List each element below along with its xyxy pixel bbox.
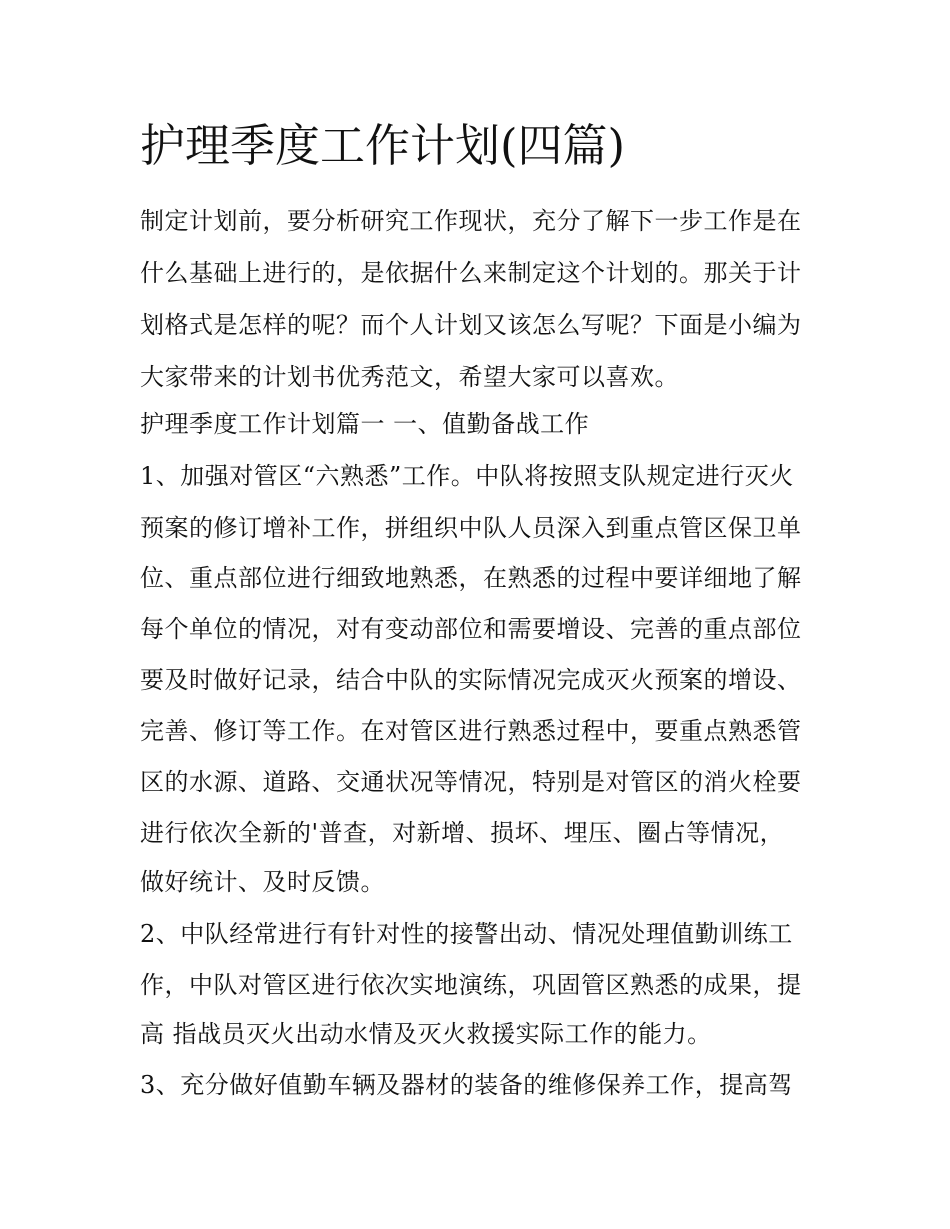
body-line: 位、重点部位进行细致地熟悉，在熟悉的过程中要详细地了解 (140, 564, 802, 592)
body-line: 作，中队对管区进行依次实地演练，巩固管区熟悉的成果，提 (140, 971, 802, 999)
body-line: 完善、修订等工作。在对管区进行熟悉过程中，要重点熟悉管 (140, 717, 802, 745)
body-line: 3、充分做好值勤车辆及器材的装备的维修保养工作，提高驾 (140, 1071, 793, 1099)
section-heading-line: 护理季度工作计划篇一 一、值勤备战工作 (140, 410, 590, 438)
body-line: 要及时做好记录，结合中队的实际情况完成灭火预案的增设、 (140, 666, 802, 694)
body-line: 每个单位的情况，对有变动部位和需要增设、完善的重点部位 (140, 615, 802, 643)
body-line: 1、加强对管区“六熟悉”工作。中队将按照支队规定进行灭火 (140, 462, 794, 490)
body-line: 进行依次全新的'普查，对新增、损坏、埋压、圈占等情况， (140, 819, 785, 847)
document-title: 护理季度工作计划(四篇) (140, 119, 626, 172)
body-line: 大家带来的计划书优秀范文，希望大家可以喜欢。 (140, 363, 679, 391)
body-line: 区的水源、道路、交通状况等情况，特别是对管区的消火栓要 (140, 768, 802, 796)
body-line: 高 指战员灭火出动水情及灭火救援实际工作的能力。 (140, 1020, 712, 1048)
body-line: 什么基础上进行的，是依据什么来制定这个计划的。那关于计 (140, 259, 802, 287)
body-line: 制定计划前，要分析研究工作现状，充分了解下一步工作是在 (140, 207, 802, 235)
body-line: 做好统计、及时反馈。 (140, 868, 385, 896)
body-line: 2、中队经常进行有针对性的接警出动、情况处理值勤训练工 (140, 920, 793, 948)
body-line: 划格式是怎样的呢？而个人计划又该怎么写呢？下面是小编为 (140, 311, 802, 339)
body-line: 预案的修订增补工作，拼组织中队人员深入到重点管区保卫单 (140, 514, 802, 542)
